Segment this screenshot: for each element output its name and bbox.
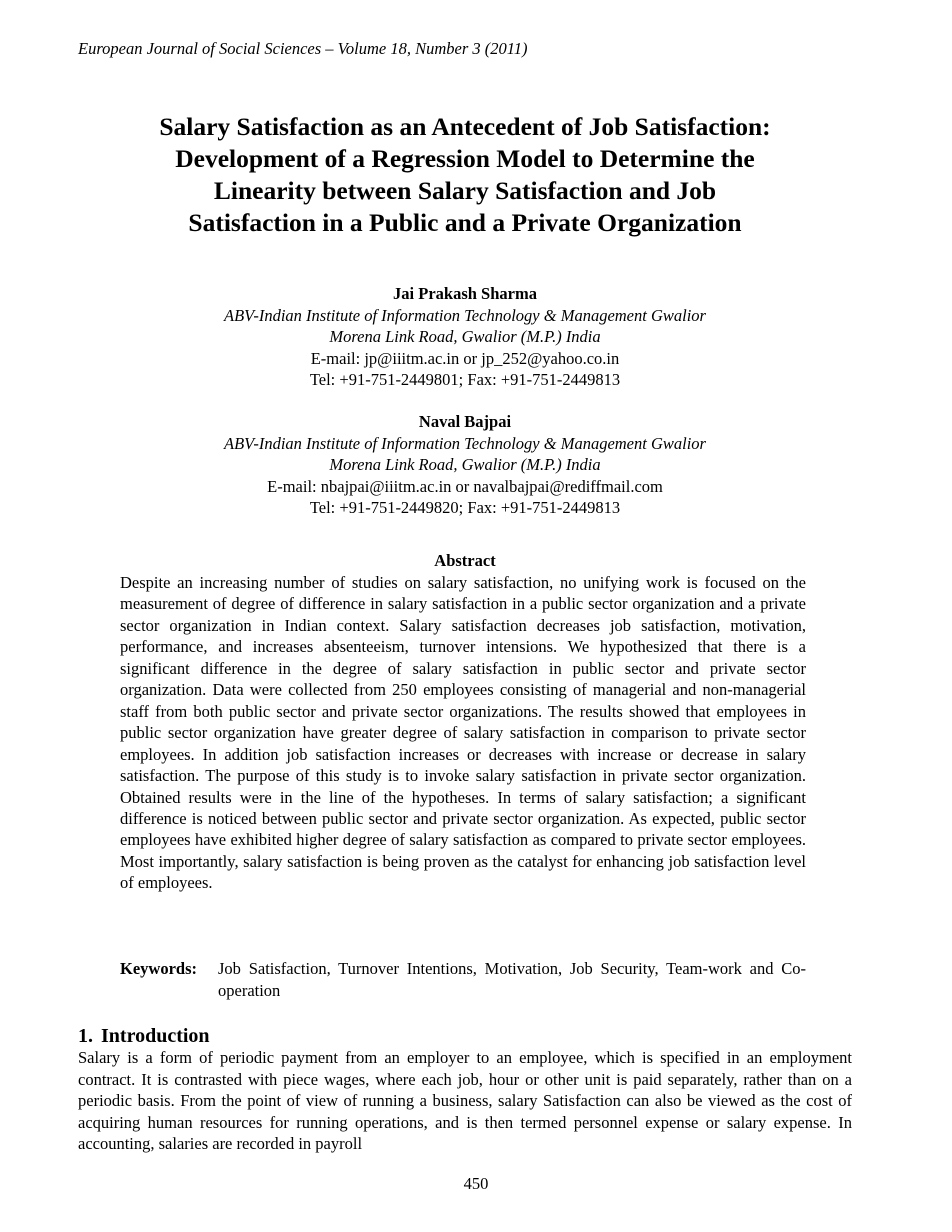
title-line: Development of a Regression Model to Determine the	[175, 144, 755, 173]
title-line: Linearity between Salary Satisfaction and Job	[213, 176, 717, 205]
section-title: Introduction	[101, 1025, 210, 1047]
author-institution: ABV-Indian Institute of Information Technology & Management Gwalior	[224, 433, 706, 453]
author-phone: Tel: +91-751-2449820; Fax: +91-751-2449813	[309, 498, 621, 517]
keywords	[120, 958, 806, 1001]
title-line: Salary Satisfaction as an Antecedent of Job Satisfaction:	[159, 112, 771, 141]
introduction-text: Salary is a form of periodic payment from an employer to an employee, which is specified in an employment contract. It is contrasted with piece wages, where each job, hour or other unit is paid separately, rather than on a periodic basis. From the point of view of running a business, salary Satisfaction can also be viewed as the cost of acquiring human resources for running operations, and is then termed personnel expense or salary expense. In accounting, salaries are recorded in payroll	[78, 1048, 852, 1153]
author-email: E-mail: jp@iiitm.ac.in or jp_252@yahoo.co.in	[310, 348, 620, 368]
author-block-1	[140, 283, 790, 391]
title-line: Satisfaction in a Public and a Private Organization	[188, 208, 742, 237]
author-address: Morena Link Road, Gwalior (M.P.) India	[329, 455, 601, 474]
keywords-text: Job Satisfaction, Turnover Intentions, Motivation, Job Security, Team-work and Co-operation	[218, 959, 806, 1000]
author-institution: ABV-Indian Institute of Information Technology & Management Gwalior	[224, 305, 706, 325]
author-phone: Tel: +91-751-2449801; Fax: +91-751-2449813	[309, 370, 621, 389]
page-number: 450	[463, 1174, 489, 1193]
section-heading	[78, 1024, 210, 1048]
author-email: E-mail: nbajpai@iiitm.ac.in or navalbajpai@rediffmail.com	[267, 476, 663, 496]
paper-title	[100, 111, 830, 239]
running-head: European Journal of Social Sciences – Volume 18, Number 3 (2011)	[78, 39, 528, 58]
author-name: Naval Bajpai	[418, 412, 512, 431]
author-block-2	[140, 411, 790, 519]
author-name: Jai Prakash Sharma	[393, 284, 537, 303]
abstract-heading: Abstract	[434, 551, 496, 570]
abstract-text: Despite an increasing number of studies on salary satisfaction, no unifying work is focused on the measurement of degree of difference in salary satisfaction in a public sector organization and a private sector organization in Indian context. Salary satisfaction decreases job satisfaction, motivation, performance, and increases absenteeism, turnover intensions. We hypothesized that there is a significant difference in the degree of salary satisfaction in public sector and private sector organization. Data were collected from 250 employees consisting of managerial and non-managerial staff from both public sector and private sector organizations. The results showed that employees in public sector organization have greater degree of salary satisfaction in comparison to private sector employees. In addition job satisfaction increases or decreases with increase or decrease in salary satisfaction. The purpose of this study is to invoke salary satisfaction in private sector organization. Obtained results were in the line of the hypotheses. In terms of salary satisfaction; a significant difference is noticed between public sector and private sector organization. As expected, public sector employees have exhibited higher degree of salary satisfaction as compared to private sector employees. Most importantly, salary satisfaction is being proven as the catalyst for enhancing job satisfaction level of employees.	[120, 573, 806, 893]
keywords-label: Keywords:	[120, 959, 197, 978]
author-address: Morena Link Road, Gwalior (M.P.) India	[329, 327, 601, 346]
section-number: 1.	[78, 1025, 93, 1047]
